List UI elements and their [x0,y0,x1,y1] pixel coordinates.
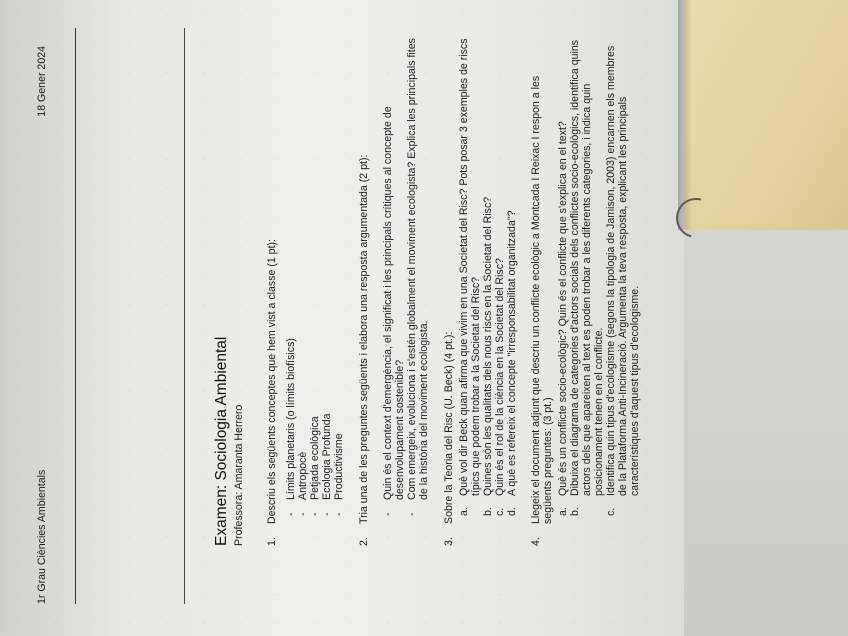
list-marker: b. [482,507,494,516]
option-list [382,36,430,546]
list-item-text: Quin és el context d'emergència, el significat i les principals crítiques al concepte de desenvolupament sostenible? [382,106,406,500]
list-item [297,36,309,546]
list-item [321,36,333,546]
list-item [506,36,518,546]
list-item [557,36,569,546]
question-number: 4. [530,537,542,546]
list-item-text: Què és un conflicte socio-ecològic? Quin és el conflicte que s'explica en el text? [557,121,569,496]
list-item-text: Quin és el rol de la ciència en la Societat del Risc? [494,258,506,496]
list-marker: a. [557,507,569,516]
list-marker: a. [458,507,470,516]
course-label: 1r Grau Ciències Ambientals [36,469,48,604]
list-item [309,36,321,546]
question-number: 2. [358,537,370,546]
list-item [406,36,430,546]
list-item-text: Què vol dir Beck quan afirma que vivim en una Societat del Risc? Pots posar 3 exemples de riscs típics que podem trobar a la Societat del Risc? [458,38,482,496]
questions [266,36,641,546]
list-item [494,36,506,546]
list-item [333,36,345,546]
list-item [285,36,297,546]
list-item-text: Dibuixa el diagrama de categories d'actors socials dels conflictes socio-ecològics, identifica quins actors dels que apareixen al text es poden trobar a les diferents categories, i indica quin posicionament tenen en el conflicte. [569,39,605,496]
question-number: 3. [443,537,455,546]
question-text: Tria una de les preguntes següents i elabora una resposta argumentada (2 pt): [358,154,370,524]
question-text: Sobre la Teoria del Risc (U. Beck) (4 pt.): [443,331,455,524]
list-marker: - [382,512,394,516]
list-item [382,36,406,546]
question-text: Llegeix el document adjunt que descriu un conflicte ecològic a Montcada I Reixac I respon a les següents preguntes: (3 pt.) [530,75,554,524]
concept-list [285,36,345,546]
question-number: 1. [266,537,278,546]
question-4 [530,36,641,546]
list-item-text: Antropocè [297,451,309,500]
list-item-text: Petjada ecològica [309,416,321,500]
list-marker: - [297,512,309,516]
page-header [36,28,52,604]
question-text: Descriu els següents conceptes que hem vist a classe (1 pt): [266,239,278,524]
list-item-text: Productivisme [333,433,345,500]
list-item-text: Ecologia Profunda [321,413,333,500]
list-item-text: Identifica quin tipus d'ecologisme (segons la tipologia de Jamison, 2003) encarnen els membres de la Plataforma Anti-Incineració. Argumenta la teva resposta, explicant les principals característiques d'aquest tipus d'ecologisme. [605,45,641,496]
sub-question-list [557,36,641,546]
question-3 [443,36,518,546]
list-marker: - [321,512,333,516]
list-item-text: Límits planetaris (o límits biofísics) [285,338,297,500]
header-rule [75,28,76,604]
list-item-text: Quines són les qualitats dels nous riscs en la Societat del Risc? [482,196,494,496]
exam-date: 18 Gener 2024 [36,46,48,117]
list-item [482,36,494,546]
wooden-table [684,0,848,230]
question-1 [266,36,345,546]
section-rule [184,28,185,604]
professor-name: Professora: Amaranta Herrero [233,404,245,546]
list-item [458,36,482,546]
exam-page [36,28,684,604]
list-marker: b. [569,507,581,516]
list-marker: d. [506,507,518,516]
paper-sheet-lower-right [684,230,848,636]
list-marker: - [285,512,297,516]
sub-question-list [458,36,518,546]
question-2 [358,36,430,546]
list-marker: - [406,512,418,516]
list-marker: c. [494,507,506,516]
exam-title: Examen: Sociologia Ambiental [213,336,230,546]
list-item [605,36,641,546]
list-item-text: A què es refereix el concepte "irresponsabilitat organitzada"? [506,210,518,496]
list-marker: c. [605,507,617,516]
list-item-text: Com emergeix, evoluciona i s'estén globalment el moviment ecologista? Explica les principals fites de la història del moviment ecologista. [406,38,430,500]
list-marker: - [309,512,321,516]
list-marker: - [333,512,345,516]
list-item [569,36,605,546]
